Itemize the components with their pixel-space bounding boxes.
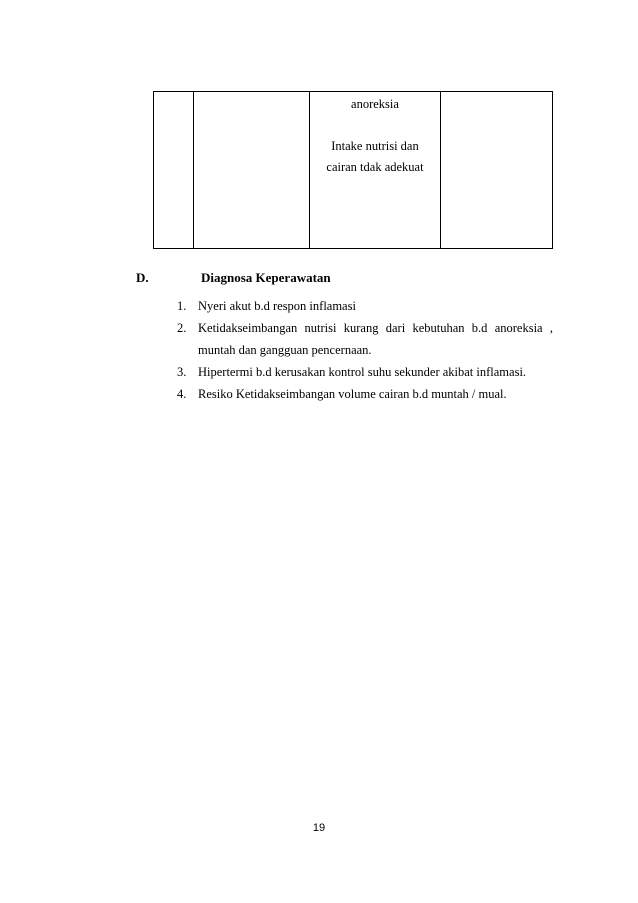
list-item xyxy=(177,295,553,317)
table-cell-col3 xyxy=(310,92,441,248)
list-number: 2. xyxy=(177,321,187,335)
list-number: 1. xyxy=(177,299,187,313)
list-item xyxy=(177,317,553,361)
list-text-line: muntah dan gangguan pencernaan. xyxy=(198,343,372,357)
list-number: 3. xyxy=(177,365,187,379)
list-text xyxy=(198,317,553,361)
cell-text-anoreksia: anoreksia xyxy=(351,97,399,111)
table-cell-col1 xyxy=(154,92,194,248)
list-text-line: Ketidakseimbangan nutrisi kurang dari kebutuhan b.d anoreksia , xyxy=(198,321,553,335)
list-item xyxy=(177,361,553,383)
section-letter: D. xyxy=(136,270,149,285)
list-text: Hipertermi b.d kerusakan kontrol suhu sekunder akibat inflamasi. xyxy=(198,365,527,379)
table-fragment xyxy=(153,91,553,249)
list-number: 4. xyxy=(177,387,187,401)
list-text: Nyeri akut b.d respon inflamasi xyxy=(198,299,356,313)
list-text: Resiko Ketidakseimbangan volume cairan b.d muntah / mual. xyxy=(198,387,507,401)
section-heading xyxy=(136,270,331,286)
cell-text-intake: Intake nutrisi dan xyxy=(331,139,419,153)
table-cell-col2 xyxy=(194,92,310,248)
list-item xyxy=(177,383,553,405)
section-title: Diagnosa Keperawatan xyxy=(201,270,331,285)
diagnosis-list xyxy=(177,295,553,405)
cell-spacer xyxy=(310,115,440,136)
cell-text-cairan: cairan tdak adekuat xyxy=(326,160,424,174)
table-cell-col4 xyxy=(441,92,552,248)
page-number: 19 xyxy=(312,822,326,834)
